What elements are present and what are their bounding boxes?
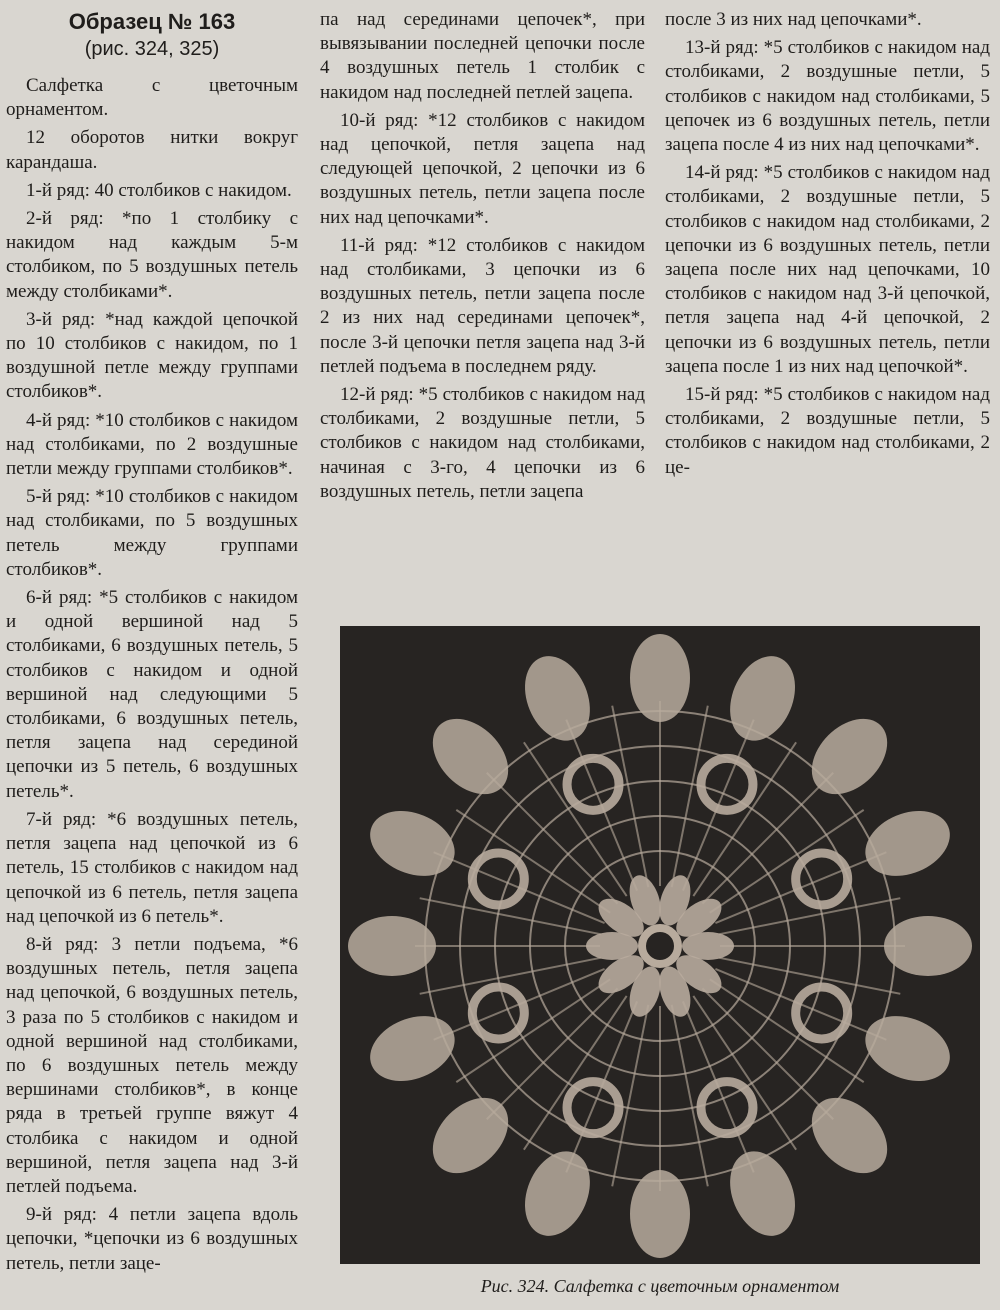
pattern-paragraph: после 3 из них над цепочками*. <box>665 9 922 30</box>
pattern-paragraph: 12 оборотов нитки вокруг карандаша. <box>6 127 298 173</box>
pattern-paragraph: 3-й ряд: *над каждой цепочкой по 10 столбиков с накидом, по 1 воздушной петле между группами столбиков*. <box>6 308 298 403</box>
pattern-paragraph: 15-й ряд: *5 столбиков с накидом над столбиками, 2 воздушные петли, 5 столбиков с накидом над столбиками, 2 це- <box>665 384 990 478</box>
pattern-paragraph: 13-й ряд: *5 столбиков с накидом над столбиками, 2 воздушные петли, 5 столбиков с накидом над столбиками, 5 цепочек из 6 воздушных петель, петли зацепа после 4 из них над цепочками*. <box>665 37 990 156</box>
figure-reference: (рис. 324, 325) <box>84 38 220 60</box>
pattern-header <box>6 8 298 62</box>
figure-caption: Рис. 324. Салфетка с цветочным орнаментом <box>480 1276 840 1296</box>
text-column-middle <box>320 8 645 508</box>
pattern-paragraph: 2-й ряд: *по 1 столбику с накидом над каждым 5-м столбиком, по 5 воздушных петель между столбиками*. <box>6 208 298 302</box>
pattern-paragraph: 1-й ряд: 40 столбиков с накидом. <box>26 179 292 201</box>
pattern-paragraph: 6-й ряд: *5 столбиков с накидом и одной вершиной над 5 столбиками, 6 воздушных петель, 5 столбиков с накидом и одной вершиной над следующими 5 столбиками, 6 воздушных петель, петля зацепа над серединой цепочки из 5 петель, 6 воздушных петель*. <box>6 587 298 802</box>
doily-center-ring <box>642 928 678 964</box>
pattern-paragraph: 14-й ряд: *5 столбиков с накидом над столбиками, 2 воздушные петли, 5 столбиков с накидом над столбиками, 2 цепочки из 6 воздушных петель, петли зацепа после них над цепочками, 10 столбиков с накидом над 3-й цепочкой, петля зацепа над 4-й цепочкой, 2 цепочки из 6 воздушных петель, петли зацепа после 1 из них над цепочкой*. <box>665 162 990 377</box>
text-column-left <box>6 8 298 1280</box>
pattern-title: Образец № 163 <box>68 9 236 34</box>
pattern-paragraph: 9-й ряд: 4 петли зацепа вдоль цепочки, *цепочки из 6 воздушных петель, петли заце- <box>6 1204 298 1274</box>
column-middle-paragraphs <box>320 8 645 504</box>
pattern-paragraph: 8-й ряд: 3 петли подъема, *6 воздушных петель, петля зацепа над цепочкой, 6 воздушных петель, 3 раза по 5 столбиков с накидом и одной вершиной над столбиками, по 6 воздушных петель между вершинами столбиков*, в конце ряда в третьей группе вяжут 4 столбика с накидом и одной вершиной, петля зацепа над 3-й петлей подъема. <box>6 933 298 1197</box>
pattern-paragraph: 10-й ряд: *12 столбиков с накидом над цепочкой, петля зацепа над следующей цепочкой, 2 цепочки из 6 воздушных петель, петли зацепа после них над цепочками*. <box>320 109 645 228</box>
doily-photo <box>340 626 980 1264</box>
column-right-paragraphs <box>665 8 990 480</box>
pattern-paragraph: 4-й ряд: *10 столбиков с накидом над столбиками, по 2 воздушные петли между группами столбиков*. <box>6 409 298 480</box>
pattern-paragraph: 7-й ряд: *6 воздушных петель, петля зацепа над цепочкой из 6 петель, 15 столбиков с накидом над цепочкой из 6 петель, петля зацепа над цепочкой из 6 петель*. <box>6 808 298 927</box>
pattern-paragraph: 12-й ряд: *5 столбиков с накидом над столбиками, 2 воздушные петли, 5 столбиков с накидом над столбиками, начиная с 3-го, 4 цепочки из 6 воздушных петель, петли зацепа <box>320 384 645 502</box>
pattern-paragraph: па над серединами цепочек*, при вывязывании последней цепочки после 4 воздушных петель 1 столбик с накидом над последней петлей зацепа. <box>320 9 645 103</box>
pattern-paragraph: 11-й ряд: *12 столбиков с накидом над столбиками, 3 цепочки из 6 воздушных петель, петли зацепа после 2 из них над серединами цепочек*, после 3-й цепочки петля зацепа над 3-й петлей подъема в последнем ряду. <box>320 234 645 377</box>
column-left-paragraphs <box>6 74 298 1276</box>
pattern-paragraph: 5-й ряд: *10 столбиков с накидом над столбиками, по 5 воздушных петель между группами столбиков*. <box>6 486 298 580</box>
text-column-right <box>665 8 990 484</box>
pattern-paragraph: Салфетка с цветочным орнаментом. <box>6 75 298 121</box>
crochet-doily-image <box>340 626 980 1264</box>
